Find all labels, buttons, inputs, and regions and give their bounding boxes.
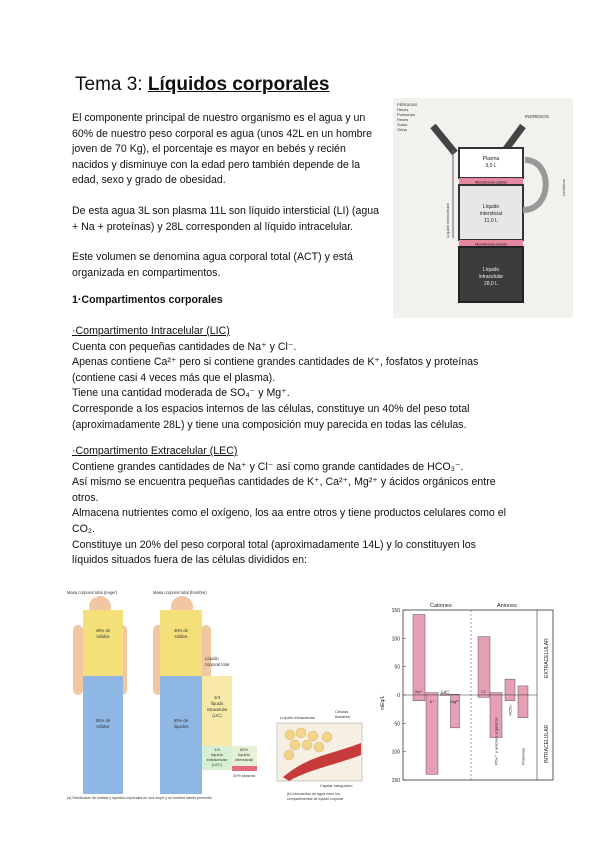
bar-label: PO₄³⁻ y aniones orgánicos <box>493 717 499 765</box>
y-tick-label: 0 <box>397 693 400 699</box>
losses-label: PÉRDIDAS <box>397 102 418 107</box>
body-water-figure <box>65 585 370 805</box>
text-line: líquidos situados fuera de las células divididos en: <box>72 554 307 567</box>
interstitial-label: Líquido <box>482 204 500 210</box>
intracellular-label: INTRACELULAR <box>544 724 550 763</box>
bar-label: intersticial <box>235 757 253 762</box>
male-liquids-bar <box>160 676 202 794</box>
text-line: joven de 70 Kg), el porcentaje es mayor en bebés y recién <box>72 143 346 156</box>
capillary-membrane-label: Membrana capilar <box>474 179 508 185</box>
text-line: Así mismo se encuentra pequeñas cantidades de K⁺, Ca²⁺, Mg²⁺ y ácidos orgánicos entre <box>72 476 496 489</box>
interstitial-label: intersticial <box>479 211 503 217</box>
bar-extracellular <box>490 693 502 695</box>
bar-label: Mg²⁺ <box>450 699 460 704</box>
bar-label: líquido <box>210 701 224 706</box>
bar-extracellular <box>518 686 528 695</box>
bar-intracellular <box>478 695 490 697</box>
bar-label: intracelular <box>206 707 228 712</box>
caption-b: compartimentos de líquido corporal <box>287 797 344 801</box>
y-tick-label: 50 <box>394 721 400 728</box>
title-main: Líquidos corporales <box>147 74 330 95</box>
text-line: Tiene una cantidad moderada de SO₄⁻ y Mg⁺. <box>72 387 290 400</box>
inset-label: tisulares <box>335 714 350 719</box>
y-tick-label: 100 <box>391 636 400 643</box>
text-line: De esta agua 3L son plasma 11L son líquido intersticial (LI) (agua <box>72 205 380 217</box>
bar-label: líquido <box>211 752 223 757</box>
male-label: Masa corporal total (hombre) <box>153 590 207 595</box>
loss-item: Heces <box>397 107 409 112</box>
compartments-diagram <box>393 98 573 318</box>
lec-section <box>72 444 542 569</box>
text-line: Apenas contiene Ca²⁺ pero si contiene grandes cantidades de K⁺, fosfatos y proteínas <box>72 356 479 369</box>
bar-label: sólidos <box>96 634 110 639</box>
bar-label: 2/3 <box>214 695 220 700</box>
female-label: Masa corporal total (mujer) <box>67 590 118 595</box>
male-solids-bar <box>160 610 202 676</box>
bar-label: 40% de <box>173 628 189 633</box>
text-line: 60% de nuestro peso corporal es agua (unos 42L en un hombre <box>72 127 372 140</box>
loss-item: Orina <box>397 127 407 132</box>
bar-extracellular <box>505 679 515 695</box>
bar-label: Na⁺ <box>415 689 423 694</box>
text-line: Cuenta con pequeñas cantidades de Na⁺ y Cl⁻. <box>72 340 297 353</box>
inset-label: Células <box>335 709 349 714</box>
bar-intracellular <box>413 695 425 701</box>
lymphatics-label: Linfáticos <box>561 179 566 196</box>
interstitial-volume: 11,0 L <box>484 218 498 224</box>
bar-label: sólidos <box>174 634 188 639</box>
page-title <box>75 74 329 96</box>
text-line: Corresponde a los espacios internos de las células, constituye un 40% del peso total <box>72 402 470 415</box>
bar-label: 1/3 <box>214 747 220 752</box>
extracellular-label: EXTRACELULAR <box>544 638 550 678</box>
bar-label: 55% de <box>95 718 111 723</box>
bar-label: 45% de <box>95 628 111 633</box>
bar-label: Líquido <box>205 656 219 661</box>
bar-extracellular <box>426 693 438 695</box>
text-line: Este volumen se denomina agua corporal total (ACT) y está <box>72 251 353 263</box>
caption-a: (a) Distribución de sólidos y líquidos corporales en una mujer y un hombre adulto promedio <box>67 796 213 800</box>
bar-label: corporal total <box>205 662 230 667</box>
paragraph-3 <box>72 250 412 281</box>
intracellular-volume: 28,0 L <box>484 281 498 287</box>
bar-label: extracelular <box>206 757 228 762</box>
text-line: Almacena nutrientes como el oxígeno, los aa entre otros y tiene productos celulares como el <box>72 507 506 520</box>
bar-label: líquidos <box>173 724 189 729</box>
lic-section <box>72 324 542 433</box>
y-tick-label: 150 <box>391 608 400 614</box>
bar-label: sólidos <box>96 724 110 729</box>
bar-intracellular <box>426 695 438 774</box>
text-line: otros. <box>72 491 99 504</box>
loss-item: Sudor <box>397 122 408 127</box>
bar-label: Ca²⁺ <box>440 689 450 694</box>
plasma-bar <box>232 766 257 771</box>
bar-intracellular <box>505 695 515 701</box>
bar-intracellular <box>518 695 528 718</box>
text-line: Contiene grandes cantidades de Na⁺ y Cl⁻ así como grande cantidades de HCO₃⁻. <box>72 460 464 473</box>
text-line: CO₂. <box>72 522 95 535</box>
text-line: Constituye un 20% del peso corporal total (aproximadamente 14L) y lo constituyen los <box>72 538 476 551</box>
y-tick-label: 50 <box>394 664 400 671</box>
intracellular-label: Líquido <box>482 267 500 273</box>
female-solids-bar <box>83 610 123 676</box>
bar-label: (LEC) <box>211 762 223 767</box>
cell-membrane-label: Membrana celular <box>474 241 508 247</box>
intro-paragraph <box>72 111 412 189</box>
group-label-anions: Aniones <box>497 603 517 609</box>
lic-heading: ·Compartimento Intracelular (LIC) <box>72 325 230 337</box>
text-line: (aproximadamente 28L) y tiene una composición muy parecida en todas las células. <box>72 418 467 431</box>
plasma-label: 20% plasma <box>233 773 256 778</box>
intake-label: INGRESOS <box>525 114 549 119</box>
plasma-label: Plasma <box>482 156 500 162</box>
bar-label: 60% de <box>173 718 189 723</box>
group-label-cations: Cationes <box>430 603 452 609</box>
female-liquids-bar <box>83 676 123 794</box>
inset-label: Capilar sanguíneo <box>320 783 353 788</box>
lec-heading: ·Compartimento Extracelular (LEC) <box>72 445 238 457</box>
y-axis-label: mEq/L <box>380 695 386 710</box>
bar-extracellular <box>413 615 425 695</box>
text-line: + Na + proteínas) y 28L corresponden al líquido intracelular. <box>72 220 354 233</box>
bar-extracellular <box>478 637 490 695</box>
bar-label: Proteínas <box>520 747 526 765</box>
bar-label: líquido <box>238 752 250 757</box>
loss-item: Pulmones <box>397 112 415 117</box>
text-line: (contiene casi 4 veces más que el plasma). <box>72 371 276 384</box>
bar-label: HCO₃⁻ <box>507 703 513 716</box>
text-line: organizada en compartimentos. <box>72 266 221 279</box>
title-prefix: Tema 3: <box>75 74 148 95</box>
text-line: nacidos y disminuye con la edad pero también depende de la <box>72 158 360 171</box>
section-heading: 1·Compartimentos corporales <box>72 294 223 306</box>
intracellular-label: intracelular <box>478 274 504 280</box>
y-tick-label: 150 <box>391 778 400 784</box>
bar-label: (LIC) <box>212 713 222 718</box>
bar-label: 80% <box>239 747 249 752</box>
bar-label: Cl⁻ <box>481 689 487 694</box>
text-line: edad, sexo y grado de obesidad. <box>72 174 226 187</box>
loss-item: Heces <box>397 117 409 122</box>
text-line: El componente principal de nuestro organismo es el agua y un <box>72 112 366 124</box>
extracellular-side-label: Líquido extracelular <box>445 203 450 238</box>
plasma-volume: 3,0 L <box>485 163 497 169</box>
caption-b: (b) Intercambio de agua entre los <box>287 792 340 796</box>
y-tick-label: 100 <box>391 749 400 756</box>
bar-label: K⁺ <box>429 699 435 704</box>
paragraph-2 <box>72 204 412 235</box>
inset-label: Líquido extracelular <box>280 715 315 720</box>
ion-chart <box>375 598 575 793</box>
